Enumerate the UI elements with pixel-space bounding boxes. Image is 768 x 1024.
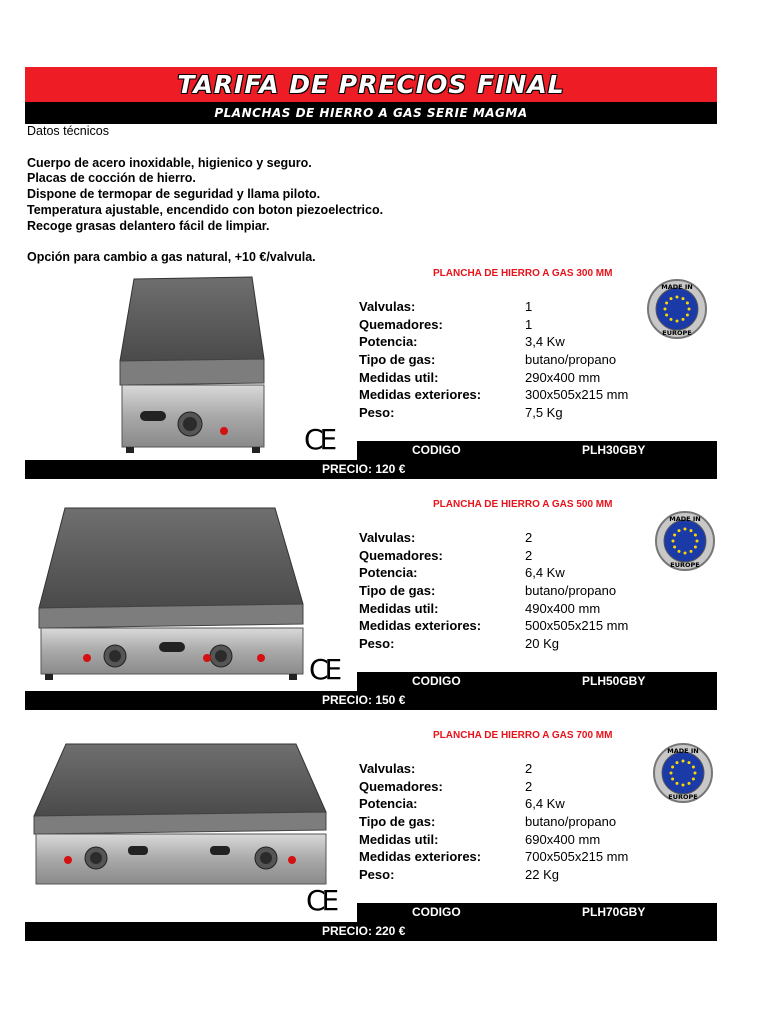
spec-row-usable-size: Medidas util: 290x400 mm: [359, 369, 601, 385]
price-bar: [25, 922, 717, 941]
griddle-300-image: [112, 271, 272, 453]
spec-list: [359, 529, 659, 653]
code-bar: [357, 903, 717, 922]
griddle-700-image: [30, 740, 330, 890]
made-in-europe-badge: [646, 278, 708, 340]
spec-row-weight: Peso: 22 Kg: [359, 867, 559, 883]
product-name: PLANCHA DE HIERRO A GAS 500 MM: [433, 499, 613, 510]
spec-row-weight: Peso: 7,5 Kg: [359, 405, 563, 421]
product-code: PLH70GBY: [582, 905, 646, 919]
product-500mm: [0, 499, 768, 711]
made-in-europe-badge: [654, 510, 716, 572]
feature-line: Recoge grasas delantero fácil de limpiar.: [27, 218, 270, 233]
spec-row-usable-size: Medidas util: 490x400 mm: [359, 600, 601, 616]
spec-row-gas-type: Tipo de gas: butano/propano: [359, 814, 617, 830]
griddle-500-image: [35, 504, 307, 682]
feature-line: Cuerpo de acero inoxidable, higienico y seguro.: [27, 155, 312, 170]
svg-text:MADE IN: MADE IN: [667, 747, 699, 755]
svg-text:EUROPE: EUROPE: [668, 793, 698, 801]
product-name: PLANCHA DE HIERRO A GAS 700 MM: [433, 730, 613, 741]
spec-row-valves: Valvulas: 2: [359, 530, 533, 545]
product-code: PLH30GBY: [582, 443, 646, 457]
feature-line: Dispone de termopar de seguridad y llama piloto.: [27, 187, 321, 202]
product-price: PRECIO: 120 €: [322, 462, 406, 476]
code-label: CODIGO: [412, 443, 461, 457]
svg-text:EUROPE: EUROPE: [662, 329, 692, 337]
spec-row-external-size: Medidas exteriores: 500x505x215 mm: [359, 618, 629, 634]
made-in-europe-badge: [652, 742, 714, 804]
spec-row-valves: Valvulas: 2: [359, 761, 533, 776]
spec-row-weight: Peso: 20 Kg: [359, 636, 559, 652]
spec-row-power: Potencia: 3,4 Kw: [359, 334, 565, 350]
code-bar: [357, 441, 717, 460]
ce-mark: CE: [306, 884, 336, 917]
spec-row-external-size: Medidas exteriores: 700x505x215 mm: [359, 849, 629, 865]
spec-list: [359, 298, 659, 422]
page-title: TARIFA DE PRECIOS FINAL: [25, 67, 717, 102]
series-subtitle: PLANCHAS DE HIERRO A GAS SERIE MAGMA: [25, 102, 717, 124]
product-price: PRECIO: 220 €: [322, 924, 406, 938]
spec-row-burners: Quemadores: 2: [359, 778, 533, 794]
product-name: PLANCHA DE HIERRO A GAS 300 MM: [433, 268, 613, 279]
spec-row-burners: Quemadores: 1: [359, 316, 533, 332]
feature-line: Temperatura ajustable, encendido con boton piezoelectrico.: [27, 202, 384, 217]
product-300mm: [0, 268, 768, 480]
technical-data-heading: Datos técnicos: [27, 124, 109, 138]
spec-row-gas-type: Tipo de gas: butano/propano: [359, 583, 617, 599]
product-700mm: [0, 730, 768, 942]
product-code: PLH50GBY: [582, 674, 646, 688]
spec-row-power: Potencia: 6,4 Kw: [359, 796, 565, 812]
code-label: CODIGO: [412, 905, 461, 919]
spec-row-burners: Quemadores: 2: [359, 547, 533, 563]
ce-mark: CE: [309, 653, 339, 686]
gas-option-note: Opción para cambio a gas natural, +10 €/valvula.: [27, 250, 316, 265]
code-bar: [357, 672, 717, 691]
svg-text:EUROPE: EUROPE: [670, 561, 700, 569]
spec-row-valves: Valvulas: 1: [359, 299, 533, 314]
price-bar: [25, 691, 717, 710]
svg-text:MADE IN: MADE IN: [661, 283, 693, 291]
product-price: PRECIO: 150 €: [322, 693, 406, 707]
technical-data: [27, 124, 627, 266]
svg-text:MADE IN: MADE IN: [669, 515, 701, 523]
spec-list: [359, 760, 659, 884]
feature-line: Placas de cocción de hierro.: [27, 171, 196, 186]
spec-row-gas-type: Tipo de gas: butano/propano: [359, 352, 617, 368]
spec-row-usable-size: Medidas util: 690x400 mm: [359, 831, 601, 847]
code-label: CODIGO: [412, 674, 461, 688]
ce-mark: CE: [304, 423, 334, 456]
spec-row-external-size: Medidas exteriores: 300x505x215 mm: [359, 387, 629, 403]
price-bar: [25, 460, 717, 479]
spec-row-power: Potencia: 6,4 Kw: [359, 565, 565, 581]
